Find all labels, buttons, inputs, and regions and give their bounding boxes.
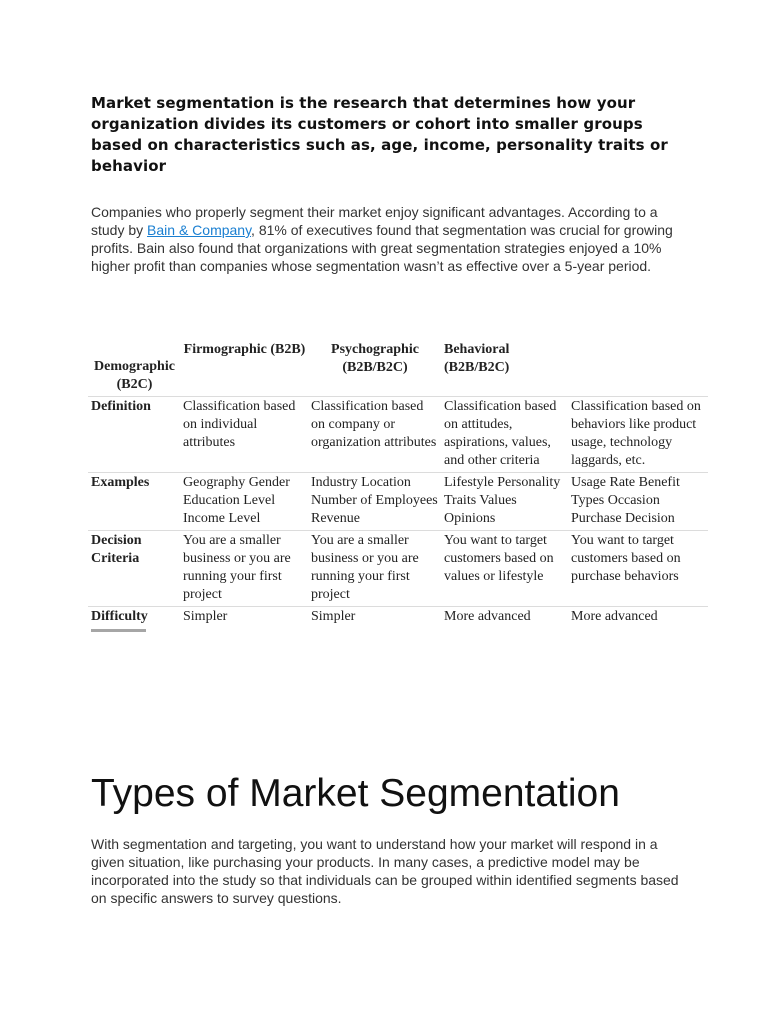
table-cell: More advanced	[444, 609, 531, 624]
intro-text-after: , 81% of executives found that segmentation was crucial for growing profits. Bain also found that organizations with great segmentation strategies enjoyed a 10% higher profit than companies whose segmentation wasn’t as effective over a 5-year period.	[91, 222, 673, 274]
table-cell: You are a smaller business or you are running your first project	[311, 533, 419, 602]
table-row	[88, 473, 708, 531]
header-behavioral: Behavioral (B2B/B2C)	[444, 342, 510, 375]
row-label: Examples	[91, 475, 150, 490]
table-cell: Classification based on behaviors like product usage, technology laggards, etc.	[571, 399, 701, 468]
table-header-row	[88, 340, 708, 397]
header-empty	[568, 340, 708, 397]
table-cell: Geography Gender Education Level Income Level	[183, 475, 290, 526]
row-label: Decision Criteria	[91, 533, 142, 566]
table-row	[88, 397, 708, 473]
intro-paragraph	[91, 203, 691, 275]
header-firmographic: Firmographic (B2B)	[183, 342, 306, 357]
intro-text-before: Companies who properly segment their market enjoy significant advantages. According to a study by	[91, 204, 658, 238]
table-cell: You want to target customers based on values or lifestyle	[444, 533, 554, 584]
table-cell: More advanced	[571, 609, 658, 624]
table-cell: You are a smaller business or you are running your first project	[183, 533, 291, 602]
table-cell: Industry Location Number of Employees Revenue	[311, 475, 438, 526]
table-cell: Classification based on attitudes, aspirations, values, and other criteria	[444, 399, 557, 468]
section-paragraph: With segmentation and targeting, you want to understand how your market will respond in a given situation, like purchasing your products. In many cases, a predictive model may be incorporated into the study so that individuals can be grouped within identified segments based on specific answers to survey questions.	[91, 836, 679, 906]
table-row	[88, 531, 708, 607]
header-demographic: Demographic (B2C)	[94, 359, 175, 392]
table-cell: Usage Rate Benefit Types Occasion Purchase Decision	[571, 475, 680, 526]
table-cell: Lifestyle Personality Traits Values Opinions	[444, 475, 561, 526]
table-cell: You want to target customers based on purchase behaviors	[571, 533, 681, 584]
section-heading: Types of Market Segmentation	[91, 772, 620, 815]
row-label: Definition	[91, 399, 151, 414]
table-cell: Classification based on individual attributes	[183, 399, 296, 450]
row-label: Difficulty	[91, 609, 148, 624]
scroll-indicator-bar	[91, 629, 146, 632]
lead-paragraph: Market segmentation is the research that determines how your organization divides its customers or cohort into smaller groups based on characteristics such as, age, income, personality traits or behavior	[91, 94, 668, 175]
table-cell: Simpler	[311, 609, 356, 624]
segmentation-table	[88, 340, 708, 634]
table-row	[88, 607, 708, 635]
table-cell: Simpler	[183, 609, 228, 624]
bain-company-link[interactable]: Bain & Company	[147, 222, 252, 238]
header-psychographic: Psychographic (B2B/B2C)	[331, 342, 419, 375]
table-cell: Classification based on company or organization attributes	[311, 399, 437, 450]
row-label-difficulty	[88, 607, 180, 635]
